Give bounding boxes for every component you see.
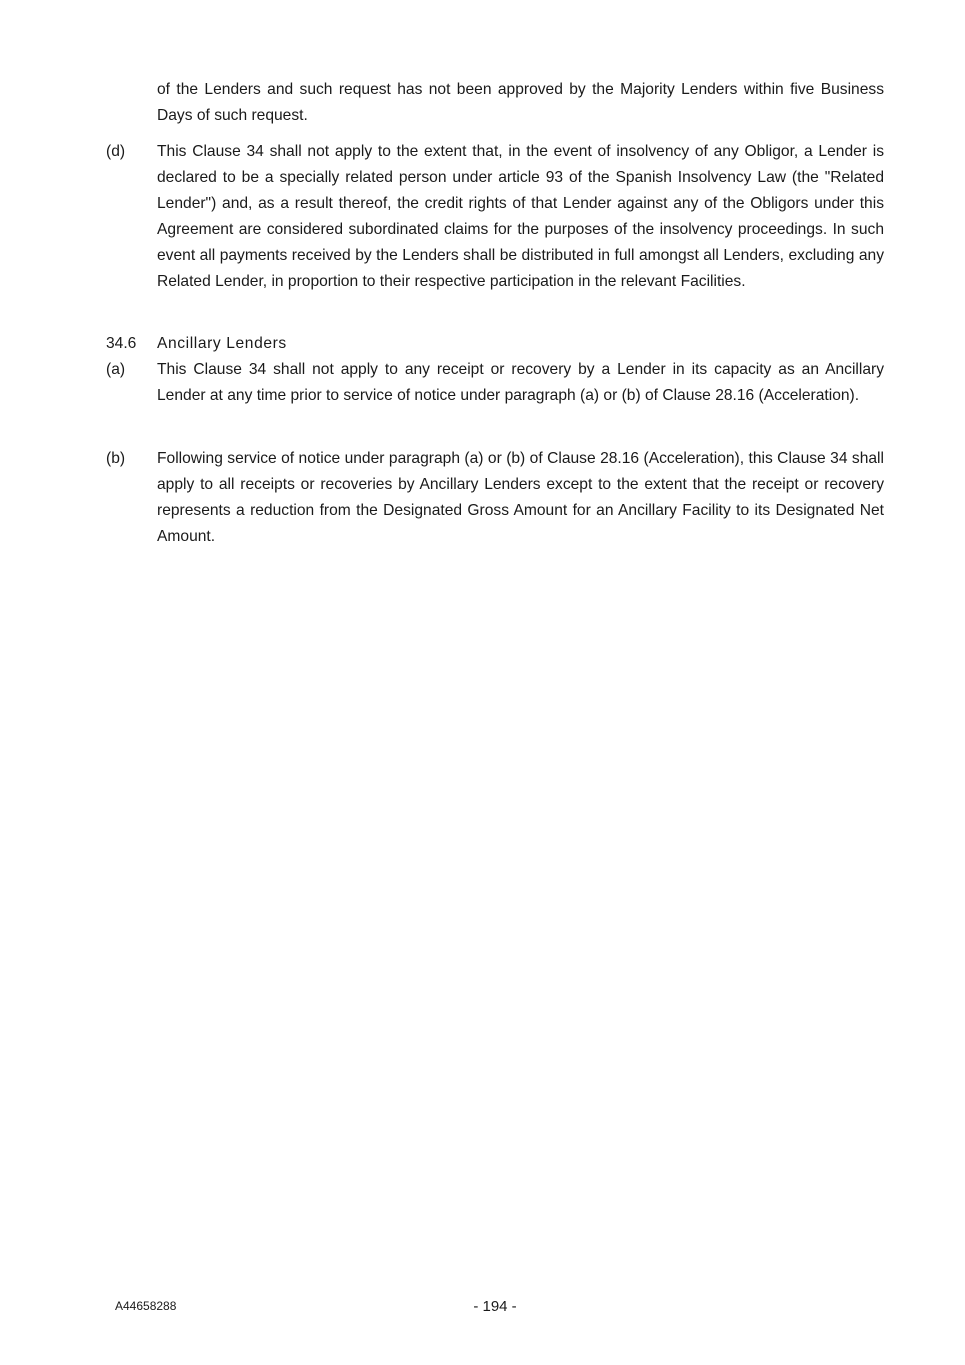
document-reference: A44658288 bbox=[115, 1299, 177, 1313]
page-number: - 194 - bbox=[473, 1298, 517, 1315]
paragraph-b-label: (b) bbox=[106, 450, 126, 467]
section-heading: Ancillary Lenders bbox=[157, 335, 287, 352]
section-number: 34.6 bbox=[106, 335, 137, 352]
paragraph-a-label: (a) bbox=[106, 361, 126, 378]
paragraph-d-label: (d) bbox=[106, 143, 126, 160]
paragraph-b-text: Following service of notice under paragraph (a) or (b) of Clause 28.16 (Acceleration), this Clause 34 shall apply to all receipts or recoveries by Ancillary Lenders except to the extent that the receipt or recovery represents a reduction from the Designated Gross Amount for an Ancillary Facility to its Designated Net Amount. bbox=[157, 450, 884, 545]
paragraph-a-text: This Clause 34 shall not apply to any receipt or recovery by a Lender in its capacity as an Ancillary Lender at any time prior to service of notice under paragraph (a) or (b) of Clause 28.16 (Acceleration). bbox=[157, 361, 884, 404]
continuation-paragraph: of the Lenders and such request has not been approved by the Majority Lenders within five Business Days of such request. bbox=[157, 81, 884, 124]
paragraph-d-text: This Clause 34 shall not apply to the extent that, in the event of insolvency of any Obligor, a Lender is declared to be a specially related person under article 93 of the Spanish Insolvency Law (the "Related Lender") and, as a result thereof, the credit rights of that Lender against any of the Obligors under this Agreement are considered subordinated claims for the purposes of the insolvency proceedings. In such event all payments received by the Lenders shall be distributed in full amongst all Lenders, excluding any Related Lender, in proportion to their respective participation in the relevant Facilities. bbox=[157, 143, 884, 290]
